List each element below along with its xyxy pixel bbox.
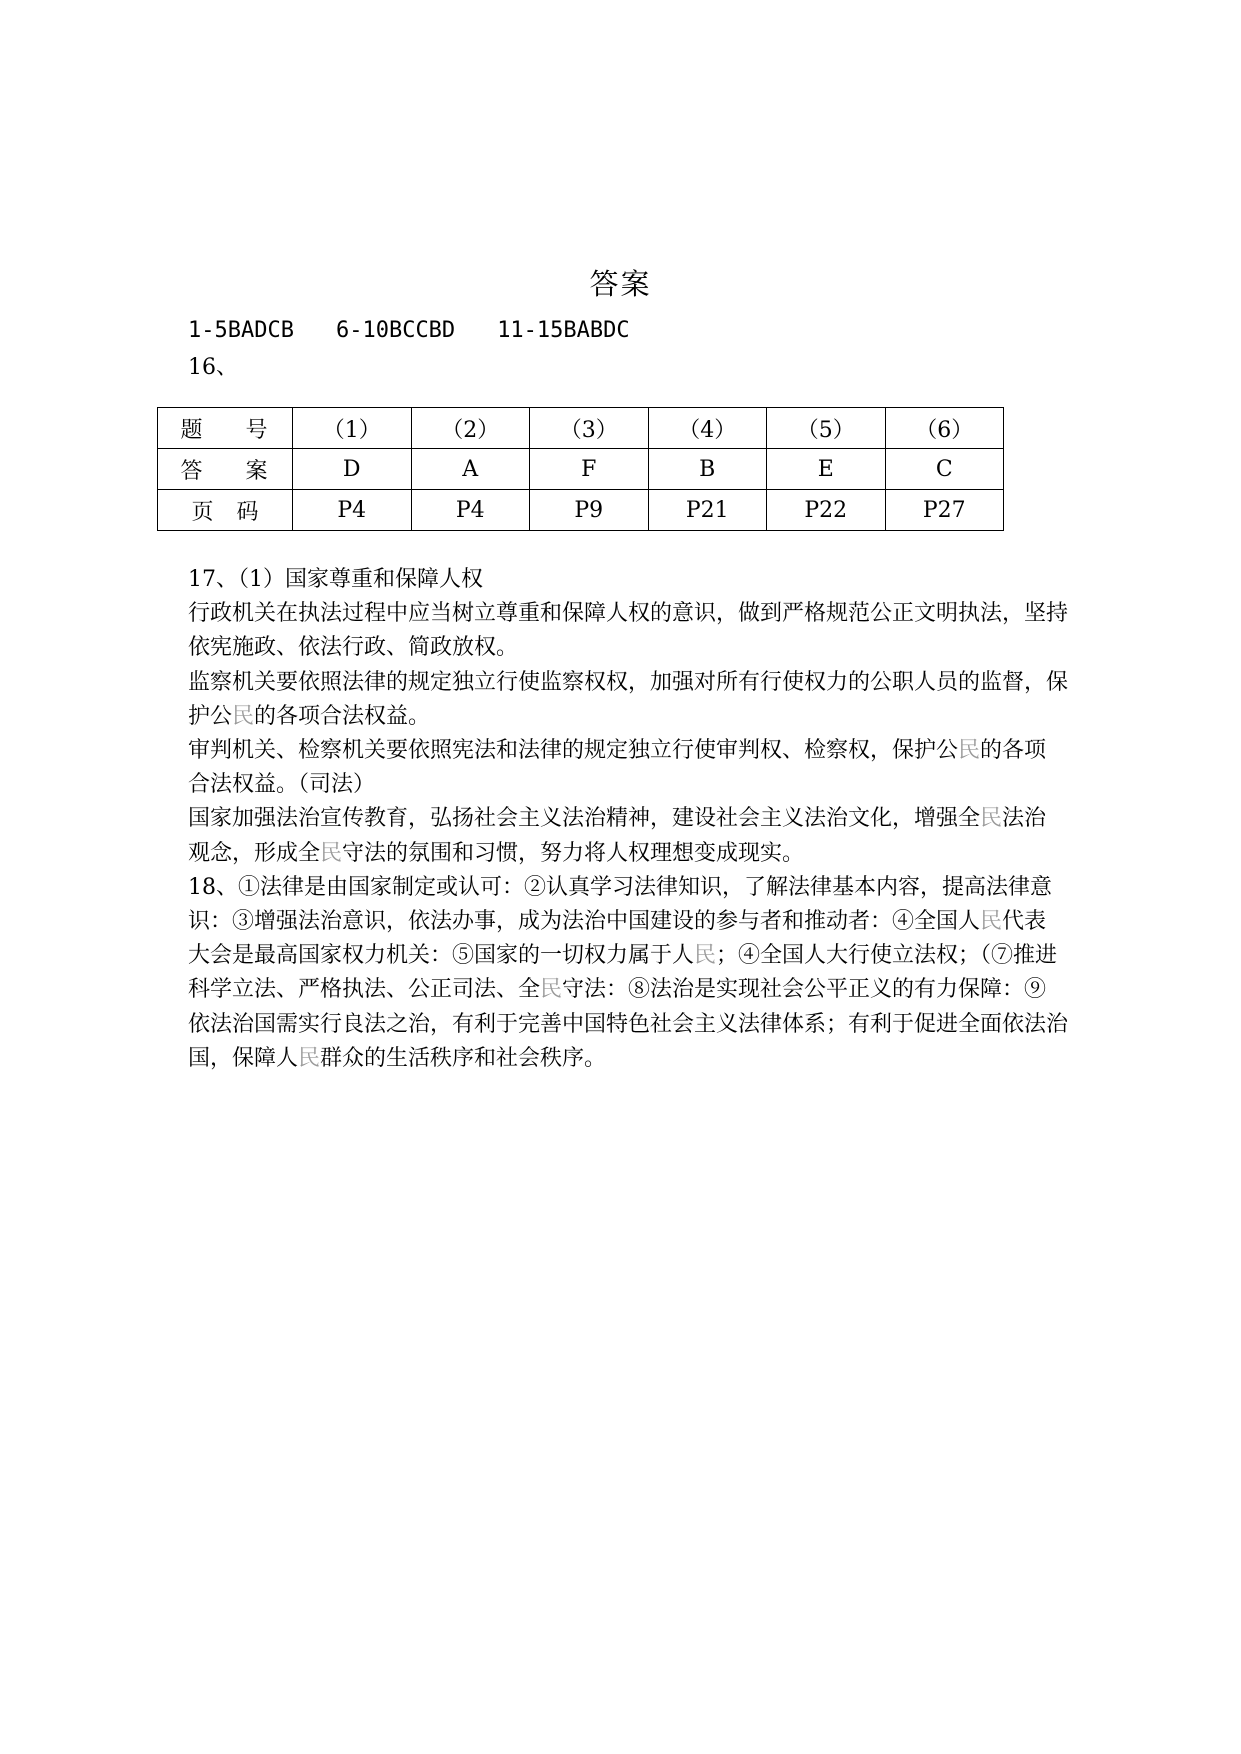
faded-character: 民 xyxy=(694,943,717,969)
table-cell: （6） xyxy=(885,408,1004,449)
table-row-answers xyxy=(158,449,1004,490)
row-header-page: 页 码 xyxy=(158,490,293,531)
table-cell: E xyxy=(767,449,886,490)
table-cell: P4 xyxy=(411,490,530,531)
table-row-pages xyxy=(158,490,1004,531)
answer-table xyxy=(157,407,1004,531)
question-17-paragraph: 审判机关、检察机关要依照宪法和法律的规定独立行使审判权、检察权，保护公民的各项合法权益。（司法） xyxy=(188,738,1047,798)
multiple-choice-answers xyxy=(188,318,630,343)
table-cell: P22 xyxy=(767,490,886,531)
table-cell: P27 xyxy=(885,490,1004,531)
answer-text-body xyxy=(188,563,1068,1076)
table-cell: （5） xyxy=(767,408,886,449)
question-17-paragraph: 监察机关要依照法律的规定独立行使监察权权，加强对所有行使权力的公职人员的监督，保护公民的各项合法权益。 xyxy=(188,669,1069,729)
question-17-paragraph: 国家加强法治宣传教育，弘扬社会主义法治精神，建设社会主义法治文化，增强全民法治观念，形成全民守法的氛围和习惯，努力将人权理想变成现实。 xyxy=(188,806,1047,866)
table-cell: （3） xyxy=(530,408,649,449)
faded-character: 民 xyxy=(980,909,1003,935)
faded-character: 民 xyxy=(540,977,563,1003)
faded-character: 民 xyxy=(298,1045,321,1071)
faded-character: 民 xyxy=(232,703,255,729)
faded-character: 民 xyxy=(980,806,1003,832)
table-cell: （1） xyxy=(293,408,412,449)
table-cell: （2） xyxy=(411,408,530,449)
row-header-answer: 答 案 xyxy=(158,449,293,490)
table-cell: P21 xyxy=(648,490,767,531)
mc-group-3: 11-15BABDC xyxy=(497,318,630,343)
question-16-label: 16、 xyxy=(188,355,238,380)
mc-group-2: 6-10BCCBD xyxy=(335,318,456,343)
question-17-paragraph: 行政机关在执法过程中应当树立尊重和保障人权的意识，做到严格规范公正文明执法，坚持依宪施政、依法行政、简政放权。 xyxy=(188,601,1069,661)
table-cell: D xyxy=(293,449,412,490)
table-cell: A xyxy=(411,449,530,490)
question-18-text: 18、①法律是由国家制定或认可：②认真学习法律知识，了解法律基本内容，提高法律意识：③增强法治意识，依法办事，成为法治中国建设的参与者和推动者：④全国人民代表大会是最高国家权力机关：⑤国家的一切权力属于人民；④全国人大行使立法权；（⑦推进科学立法、严格执法、公正司法、全民守法：⑧法治是实现社会公平正义的有力保障：⑨依法治国需实行良法之治，有利于完善中国特色社会主义法律体系；有利于促进全面依法治国，保障人民群众的生活秩序和社会秩序。 xyxy=(188,874,1069,1071)
question-17-heading: 17、（1）国家尊重和保障人权 xyxy=(188,567,483,592)
page-title: 答案 xyxy=(589,267,652,301)
faded-character: 民 xyxy=(320,840,343,866)
table-cell: F xyxy=(530,449,649,490)
table-cell: B xyxy=(648,449,767,490)
faded-character: 民 xyxy=(958,738,981,764)
row-header-number: 题 号 xyxy=(158,408,293,449)
table-cell: P9 xyxy=(530,490,649,531)
table-row-numbers xyxy=(158,408,1004,449)
table-cell: （4） xyxy=(648,408,767,449)
mc-group-1: 1-5BADCB xyxy=(188,318,294,343)
table-cell: C xyxy=(885,449,1004,490)
table-cell: P4 xyxy=(293,490,412,531)
